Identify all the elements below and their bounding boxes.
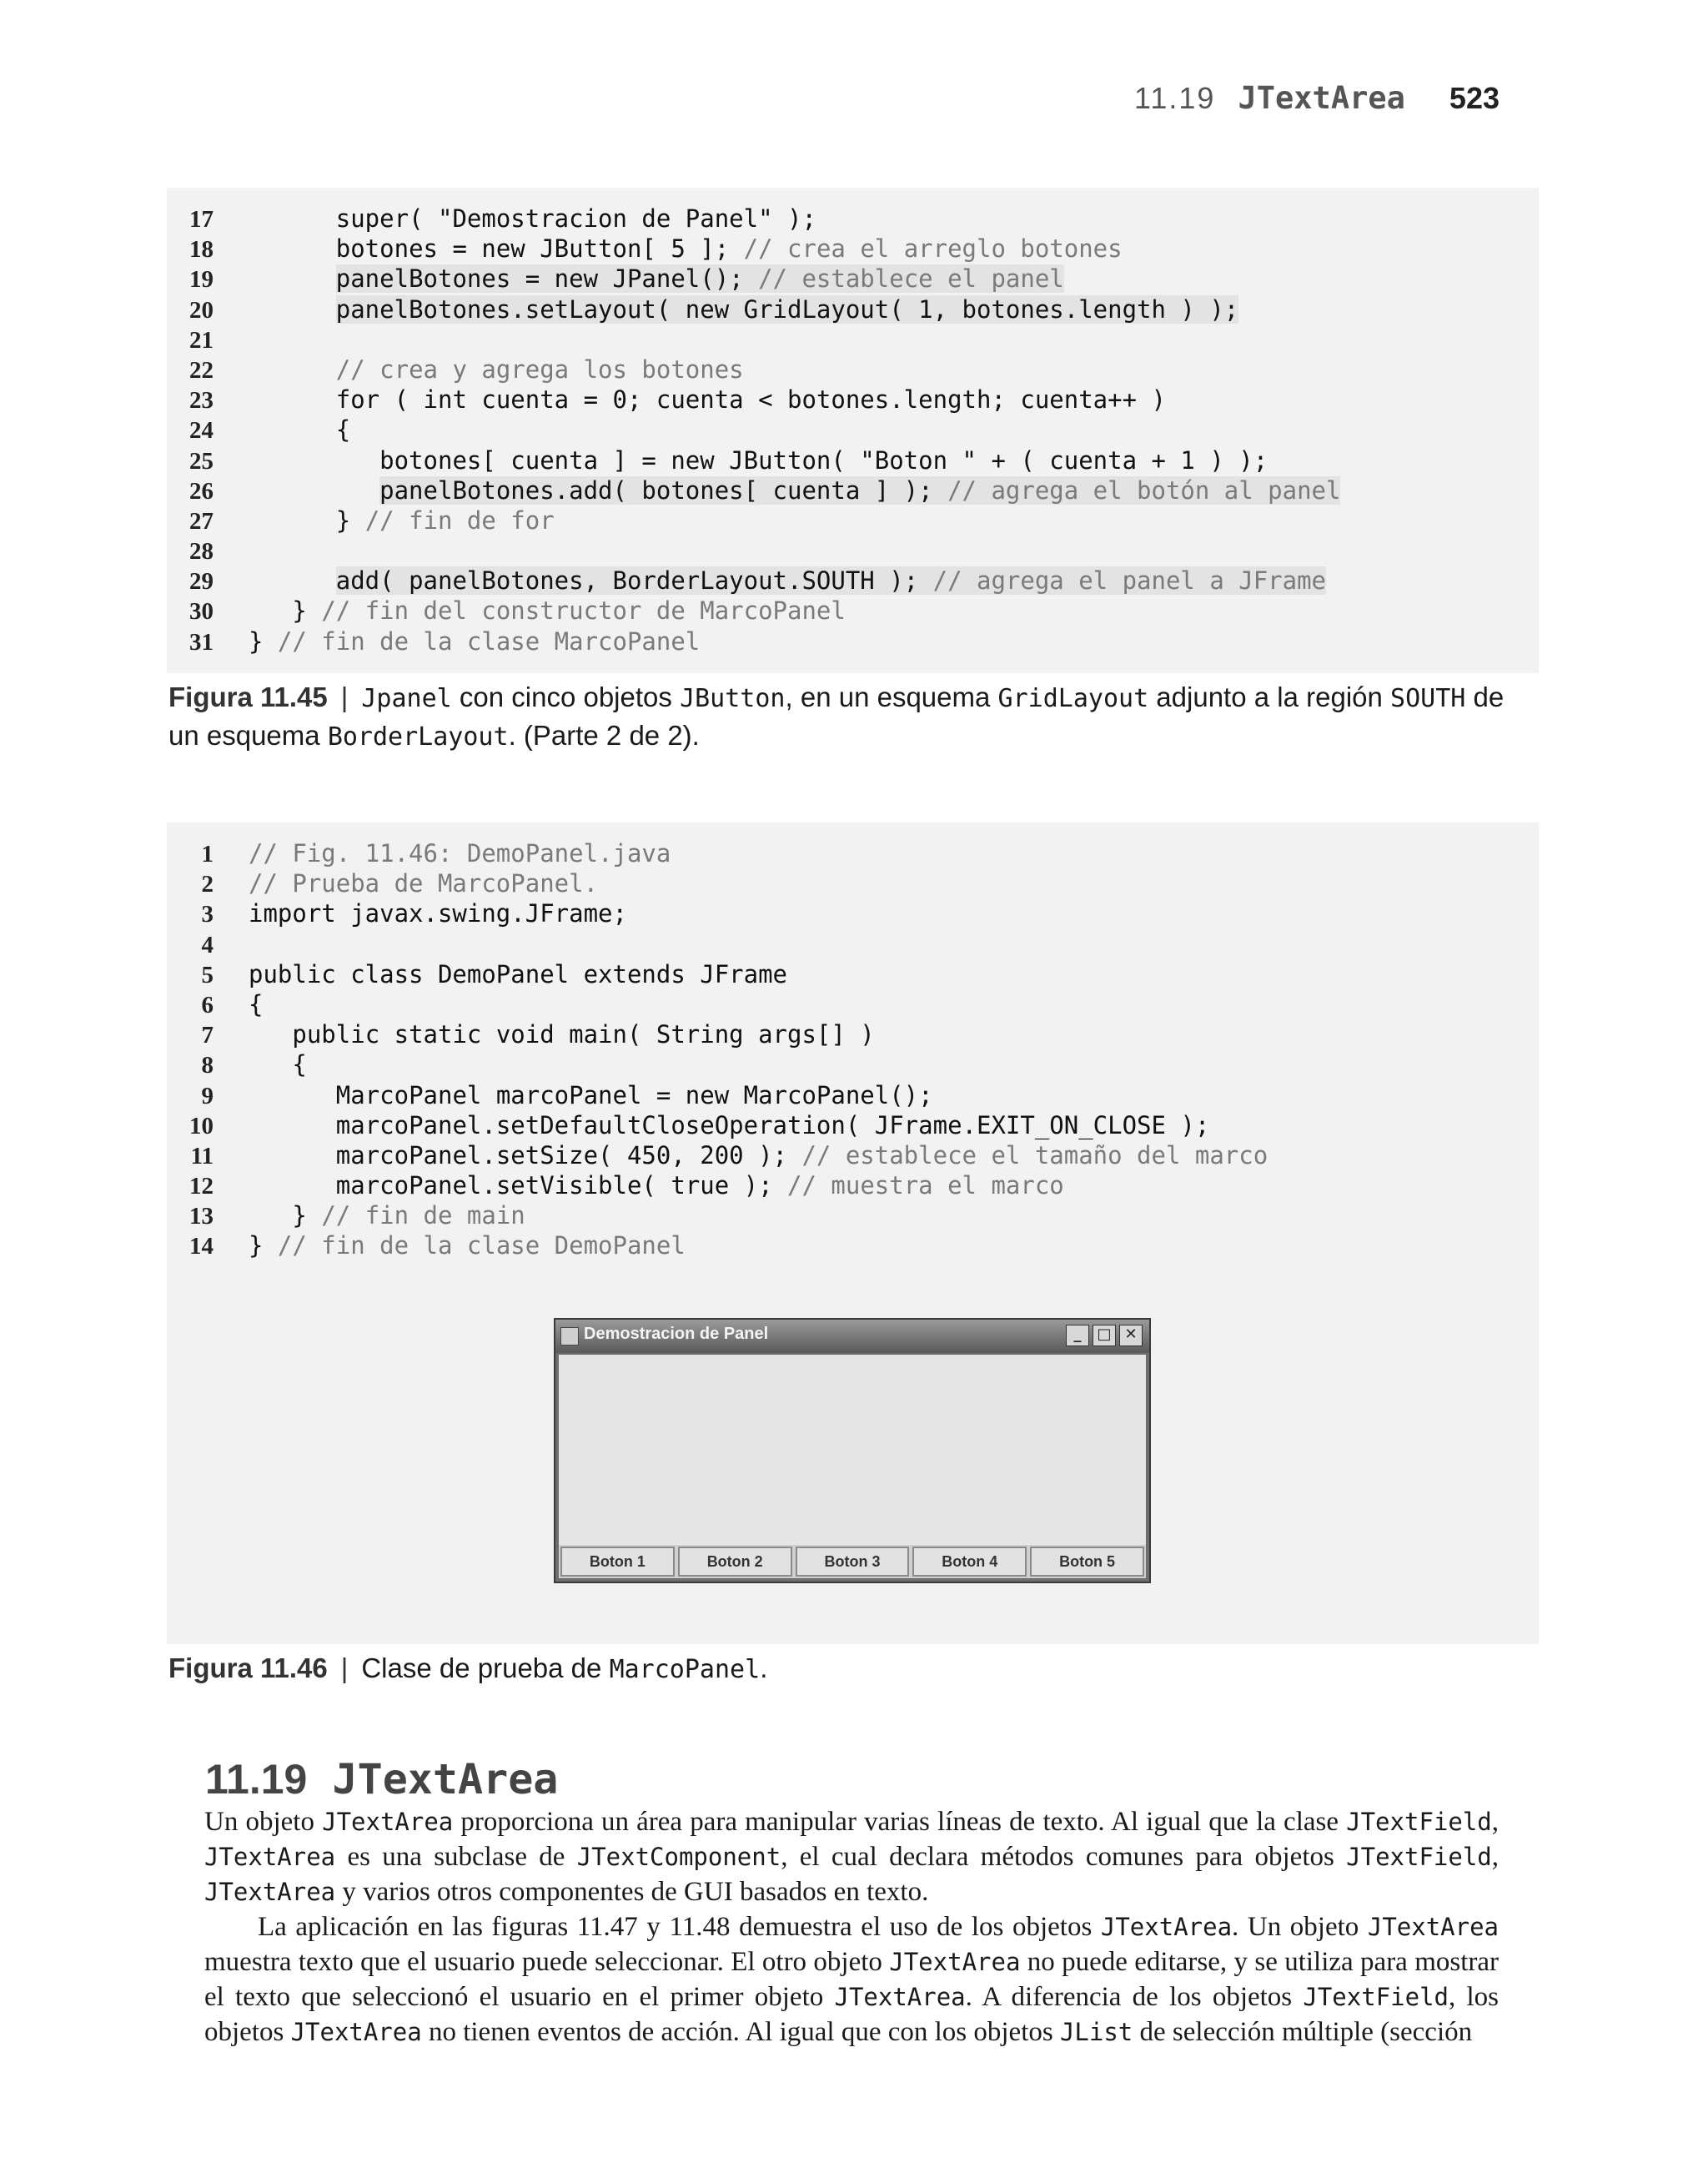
window-button-5[interactable]: Boton 5 bbox=[1030, 1547, 1144, 1577]
code-line bbox=[167, 234, 1539, 264]
code-comment: // crea y agrega los botones bbox=[335, 355, 744, 384]
line-number: 26 bbox=[189, 477, 214, 505]
code-source bbox=[249, 1200, 525, 1230]
code-content bbox=[249, 869, 598, 898]
caption-text bbox=[361, 1652, 767, 1683]
code-source bbox=[249, 1080, 933, 1110]
line-number: 27 bbox=[189, 507, 214, 535]
code-line bbox=[167, 898, 1539, 928]
code-content bbox=[292, 1020, 874, 1049]
code-comment: // establece el panel bbox=[758, 264, 1064, 294]
code-text: botones = new JButton[ 5 ]; bbox=[335, 234, 744, 264]
code-term: BorderLayout bbox=[327, 722, 509, 752]
body-paragraph bbox=[204, 1804, 1499, 1909]
code-content bbox=[336, 204, 816, 233]
code-text: panelBotones = new JPanel(); bbox=[335, 264, 759, 294]
figure-label: Figura 11.45 bbox=[168, 682, 328, 712]
code-line bbox=[167, 355, 1539, 385]
code-lines bbox=[167, 188, 1539, 656]
code-text: panelBotones.add( botones[ cuenta ] ); bbox=[379, 475, 948, 505]
code-content bbox=[336, 1141, 1268, 1169]
code-content bbox=[249, 990, 263, 1019]
code-source bbox=[249, 1110, 1209, 1140]
code-line bbox=[167, 204, 1539, 234]
code-comment: // fin de la clase MarcoPanel bbox=[277, 626, 701, 656]
text-run: , bbox=[1491, 1807, 1499, 1837]
text-run: muestra texto que el usuario puede seleccionar. El otro objeto bbox=[204, 1947, 890, 1977]
code-indent bbox=[249, 446, 379, 475]
code-term: JButton bbox=[680, 684, 786, 713]
code-line bbox=[167, 264, 1539, 294]
code-term: JTextArea bbox=[1100, 1913, 1233, 1941]
window-titlebar bbox=[555, 1320, 1149, 1353]
code-content bbox=[336, 1171, 1064, 1200]
code-line bbox=[167, 1200, 1539, 1230]
text-run: . A diferencia de los objetos bbox=[965, 1982, 1304, 2012]
code-source bbox=[249, 1230, 686, 1260]
code-indent bbox=[249, 1020, 292, 1049]
code-comment: // agrega el botón al panel bbox=[947, 475, 1341, 505]
button-panel-south bbox=[559, 1545, 1146, 1578]
code-source bbox=[249, 868, 598, 898]
line-number: 23 bbox=[189, 387, 214, 415]
code-content bbox=[336, 1081, 933, 1109]
line-number: 28 bbox=[189, 538, 214, 566]
code-line bbox=[167, 626, 1539, 656]
line-number: 12 bbox=[189, 1173, 214, 1200]
code-source bbox=[249, 355, 744, 385]
text-run: , bbox=[1491, 1842, 1500, 1872]
highlighted-code bbox=[379, 476, 1340, 505]
code-content bbox=[292, 1201, 525, 1230]
figure-caption-11-46 bbox=[168, 1650, 1536, 1688]
running-head bbox=[1134, 80, 1500, 116]
code-line bbox=[167, 385, 1539, 415]
text-run: y varios otros componentes de GUI basados en texto. bbox=[335, 1877, 929, 1907]
code-indent bbox=[249, 204, 336, 233]
app-window-screenshot bbox=[554, 1318, 1151, 1583]
code-source bbox=[249, 1019, 875, 1049]
line-number: 30 bbox=[189, 598, 214, 626]
text-run: Un objeto bbox=[204, 1807, 323, 1837]
code-indent bbox=[249, 1171, 336, 1200]
code-indent bbox=[249, 385, 336, 414]
line-number: 21 bbox=[189, 326, 214, 354]
code-source bbox=[249, 264, 1064, 294]
line-number: 4 bbox=[201, 931, 214, 958]
line-number: 14 bbox=[189, 1233, 214, 1260]
code-comment: // Fig. 11.46: DemoPanel.java bbox=[249, 839, 671, 868]
code-line bbox=[167, 1080, 1539, 1110]
code-text: add( panelBotones, BorderLayout.SOUTH ); bbox=[335, 566, 933, 596]
body-paragraph bbox=[204, 1909, 1499, 2050]
code-term: Jpanel bbox=[361, 684, 452, 713]
line-number: 24 bbox=[189, 417, 214, 445]
line-number: 20 bbox=[189, 296, 214, 324]
code-comment: // fin de for bbox=[364, 506, 555, 535]
line-number: 17 bbox=[189, 206, 214, 233]
code-source bbox=[249, 475, 1340, 506]
code-source bbox=[249, 1049, 307, 1079]
code-source bbox=[249, 294, 1238, 324]
code-line bbox=[167, 324, 1539, 355]
code-line bbox=[167, 1140, 1539, 1170]
section-number: 11.19 bbox=[205, 1756, 308, 1803]
line-number: 18 bbox=[189, 236, 214, 264]
code-term: JTextArea bbox=[834, 1983, 966, 2011]
code-line bbox=[167, 445, 1539, 475]
code-comment: // muestra el marco bbox=[787, 1171, 1064, 1200]
code-source bbox=[249, 898, 627, 928]
line-number: 9 bbox=[201, 1082, 214, 1109]
code-source bbox=[249, 596, 846, 626]
minimize-icon[interactable]: _ bbox=[1066, 1325, 1089, 1346]
code-source bbox=[249, 566, 1326, 596]
line-number: 5 bbox=[201, 961, 214, 988]
code-text: } bbox=[335, 506, 365, 535]
code-term: JTextField bbox=[1303, 1983, 1449, 2011]
section-heading bbox=[205, 1755, 558, 1803]
caption-separator: | bbox=[340, 682, 349, 712]
code-indent bbox=[249, 476, 379, 505]
figure-label: Figura 11.46 bbox=[168, 1652, 328, 1683]
window-button-3[interactable]: Boton 3 bbox=[796, 1547, 910, 1577]
page-number: 523 bbox=[1449, 81, 1500, 115]
code-indent bbox=[249, 295, 336, 324]
code-line bbox=[167, 415, 1539, 445]
caption-separator: | bbox=[340, 1652, 349, 1683]
code-line bbox=[167, 929, 1539, 959]
running-head-section: 11.19 bbox=[1134, 81, 1216, 115]
text-run: , el cual declara métodos comunes para objetos bbox=[781, 1842, 1347, 1872]
code-line bbox=[167, 596, 1539, 626]
code-text: } bbox=[292, 1201, 322, 1230]
highlighted-code bbox=[336, 264, 1064, 293]
code-indent bbox=[249, 1111, 336, 1139]
window-button-2[interactable]: Boton 2 bbox=[678, 1547, 792, 1577]
code-indent bbox=[249, 1081, 336, 1109]
line-number: 7 bbox=[201, 1022, 214, 1049]
code-indent bbox=[249, 1201, 292, 1230]
code-comment: // agrega el panel a JFrame bbox=[932, 566, 1327, 596]
code-text: marcoPanel.setVisible( true ); bbox=[335, 1171, 788, 1200]
code-line bbox=[167, 1110, 1539, 1140]
code-source bbox=[249, 234, 1123, 264]
code-indent bbox=[249, 566, 336, 595]
code-content bbox=[249, 1231, 686, 1260]
code-text: panelBotones.setLayout( new GridLayout( 1, botones.length ) ); bbox=[335, 294, 1239, 324]
maximize-icon[interactable]: □ bbox=[1093, 1325, 1116, 1346]
code-content bbox=[336, 234, 1123, 263]
code-term: JTextField bbox=[1346, 1843, 1492, 1871]
code-source bbox=[249, 204, 816, 234]
code-line bbox=[167, 1019, 1539, 1049]
code-indent bbox=[249, 234, 336, 263]
code-content bbox=[379, 446, 1268, 475]
code-line bbox=[167, 838, 1539, 868]
window-button-1[interactable]: Boton 1 bbox=[560, 1547, 675, 1577]
line-number: 10 bbox=[189, 1112, 214, 1139]
code-indent bbox=[249, 506, 336, 535]
code-content bbox=[336, 1111, 1210, 1139]
code-source bbox=[249, 1170, 1064, 1200]
window-title: Demostracion de Panel bbox=[584, 1325, 769, 1343]
text-run: Clase de prueba de bbox=[361, 1652, 610, 1683]
line-number: 19 bbox=[189, 266, 214, 294]
code-indent bbox=[249, 264, 336, 293]
code-term: JTextArea bbox=[204, 1878, 336, 1906]
code-term: JTextArea bbox=[290, 2018, 422, 2046]
code-comment: // Prueba de MarcoPanel. bbox=[249, 869, 599, 898]
code-text: } bbox=[249, 626, 278, 656]
code-line bbox=[167, 506, 1539, 536]
section-title: JTextArea bbox=[332, 1755, 559, 1803]
code-indent bbox=[249, 1141, 336, 1169]
highlighted-code bbox=[336, 295, 1239, 324]
code-source bbox=[249, 445, 1268, 475]
code-line bbox=[167, 1230, 1539, 1260]
code-source bbox=[249, 959, 787, 989]
code-source bbox=[249, 506, 555, 536]
code-term: JTextComponent bbox=[576, 1843, 781, 1871]
code-content bbox=[336, 506, 555, 535]
code-indent bbox=[249, 355, 336, 384]
code-content bbox=[249, 839, 671, 868]
caption-text bbox=[168, 682, 1504, 751]
text-run: es una subclase de bbox=[335, 1842, 577, 1872]
code-content bbox=[249, 899, 627, 928]
code-comment: // crea el arreglo botones bbox=[743, 234, 1123, 264]
code-text: super( "Demostracion de Panel" ); bbox=[335, 204, 816, 233]
code-indent bbox=[249, 415, 336, 444]
code-term: JTextArea bbox=[322, 1808, 454, 1836]
line-number: 29 bbox=[189, 568, 214, 596]
line-number: 6 bbox=[201, 991, 214, 1019]
line-number: 3 bbox=[201, 901, 214, 928]
code-text: { bbox=[335, 415, 351, 445]
code-term: JTextField bbox=[1346, 1808, 1492, 1836]
code-term: SOUTH bbox=[1390, 684, 1466, 713]
text-run: con cinco objetos bbox=[451, 682, 681, 712]
code-text: { bbox=[249, 989, 264, 1019]
code-line bbox=[167, 566, 1539, 596]
code-text: import javax.swing.JFrame; bbox=[249, 899, 627, 928]
code-source bbox=[249, 838, 671, 868]
code-term: JTextArea bbox=[204, 1843, 336, 1871]
code-text: public class DemoPanel extends JFrame bbox=[249, 959, 788, 988]
line-number: 8 bbox=[201, 1052, 214, 1079]
code-line bbox=[167, 1170, 1539, 1200]
close-icon[interactable]: ✕ bbox=[1119, 1325, 1143, 1346]
code-term: JTextArea bbox=[1367, 1913, 1500, 1941]
code-content bbox=[336, 385, 1166, 414]
line-number: 1 bbox=[201, 841, 214, 868]
code-indent bbox=[249, 1050, 292, 1079]
code-text: MarcoPanel marcoPanel = new MarcoPanel(); bbox=[335, 1080, 933, 1109]
code-comment: // establece el tamaño del marco bbox=[801, 1140, 1268, 1169]
text-run: La aplicación en las figuras 11.47 y 11.48 demuestra el uso de los objetos bbox=[258, 1912, 1101, 1942]
code-source bbox=[249, 1140, 1268, 1170]
text-run: adjunto a la región bbox=[1148, 682, 1391, 712]
code-source bbox=[249, 626, 700, 656]
code-term: JList bbox=[1059, 2018, 1133, 2046]
text-run: . bbox=[760, 1652, 768, 1683]
code-text: public static void main( String args[] ) bbox=[292, 1020, 875, 1049]
code-content bbox=[336, 415, 350, 444]
code-comment: // fin del constructor de MarcoPanel bbox=[321, 596, 846, 626]
line-number: 2 bbox=[201, 871, 214, 898]
window-content-pane bbox=[559, 1355, 1146, 1578]
code-source bbox=[249, 415, 350, 445]
code-source bbox=[249, 385, 1166, 415]
text-run: no puede editarse, y se utiliza para mostrar el texto que seleccionó el usuario en el primer objeto bbox=[204, 1947, 1499, 2012]
code-lines bbox=[167, 822, 1539, 1261]
line-number: 25 bbox=[189, 447, 214, 475]
text-run: . Un objeto bbox=[1232, 1912, 1368, 1942]
text-run: . (Parte 2 de 2). bbox=[508, 720, 700, 751]
code-text: } bbox=[249, 1231, 278, 1260]
code-comment: // fin de main bbox=[321, 1201, 525, 1230]
code-text: { bbox=[292, 1050, 307, 1079]
code-content bbox=[336, 355, 744, 384]
figure-caption-11-45 bbox=[168, 679, 1536, 756]
highlighted-code bbox=[336, 566, 1326, 595]
code-line bbox=[167, 536, 1539, 566]
line-number: 13 bbox=[189, 1203, 214, 1230]
code-term: JTextArea bbox=[889, 1948, 1021, 1976]
code-content bbox=[292, 1050, 306, 1079]
window-button-4[interactable]: Boton 4 bbox=[912, 1547, 1027, 1577]
code-comment: // fin de la clase DemoPanel bbox=[277, 1231, 686, 1260]
code-text: for ( int cuenta = 0; cuenta < botones.length; cuenta++ ) bbox=[335, 385, 1166, 415]
code-text: marcoPanel.setSize( 450, 200 ); bbox=[335, 1140, 802, 1169]
code-source bbox=[249, 989, 263, 1019]
text-run: , en un esquema bbox=[785, 682, 998, 712]
running-head-title: JTextArea bbox=[1238, 80, 1405, 116]
code-text: } bbox=[292, 596, 322, 626]
app-icon bbox=[560, 1327, 579, 1346]
code-line bbox=[167, 989, 1539, 1019]
text-run: de un esquema bbox=[168, 682, 1505, 751]
line-number: 31 bbox=[189, 628, 214, 656]
line-number: 22 bbox=[189, 356, 214, 384]
code-content bbox=[249, 960, 787, 988]
code-line bbox=[167, 1049, 1539, 1079]
code-listing-fig-11-45 bbox=[167, 188, 1539, 673]
line-number: 11 bbox=[190, 1142, 214, 1169]
code-line bbox=[167, 959, 1539, 989]
text-run: no tienen eventos de acción. Al igual que con los objetos bbox=[421, 2017, 1060, 2047]
text-run: de selección múltiple (sección bbox=[1133, 2017, 1473, 2047]
code-line bbox=[167, 868, 1539, 898]
code-text: botones[ cuenta ] = new JButton( "Boton " + ( cuenta + 1 ) ); bbox=[379, 445, 1268, 475]
code-line bbox=[167, 475, 1539, 506]
code-line bbox=[167, 294, 1539, 324]
text-run: proporciona un área para manipular varias líneas de texto. Al igual que la clase bbox=[453, 1807, 1347, 1837]
code-term: MarcoPanel bbox=[609, 1655, 761, 1684]
code-indent bbox=[249, 596, 292, 625]
code-text: marcoPanel.setDefaultCloseOperation( JFrame.EXIT_ON_CLOSE ); bbox=[335, 1110, 1210, 1139]
code-term: GridLayout bbox=[997, 684, 1149, 713]
text-run: , los objetos bbox=[204, 1982, 1499, 2047]
code-content bbox=[292, 596, 845, 625]
code-content bbox=[249, 627, 700, 656]
